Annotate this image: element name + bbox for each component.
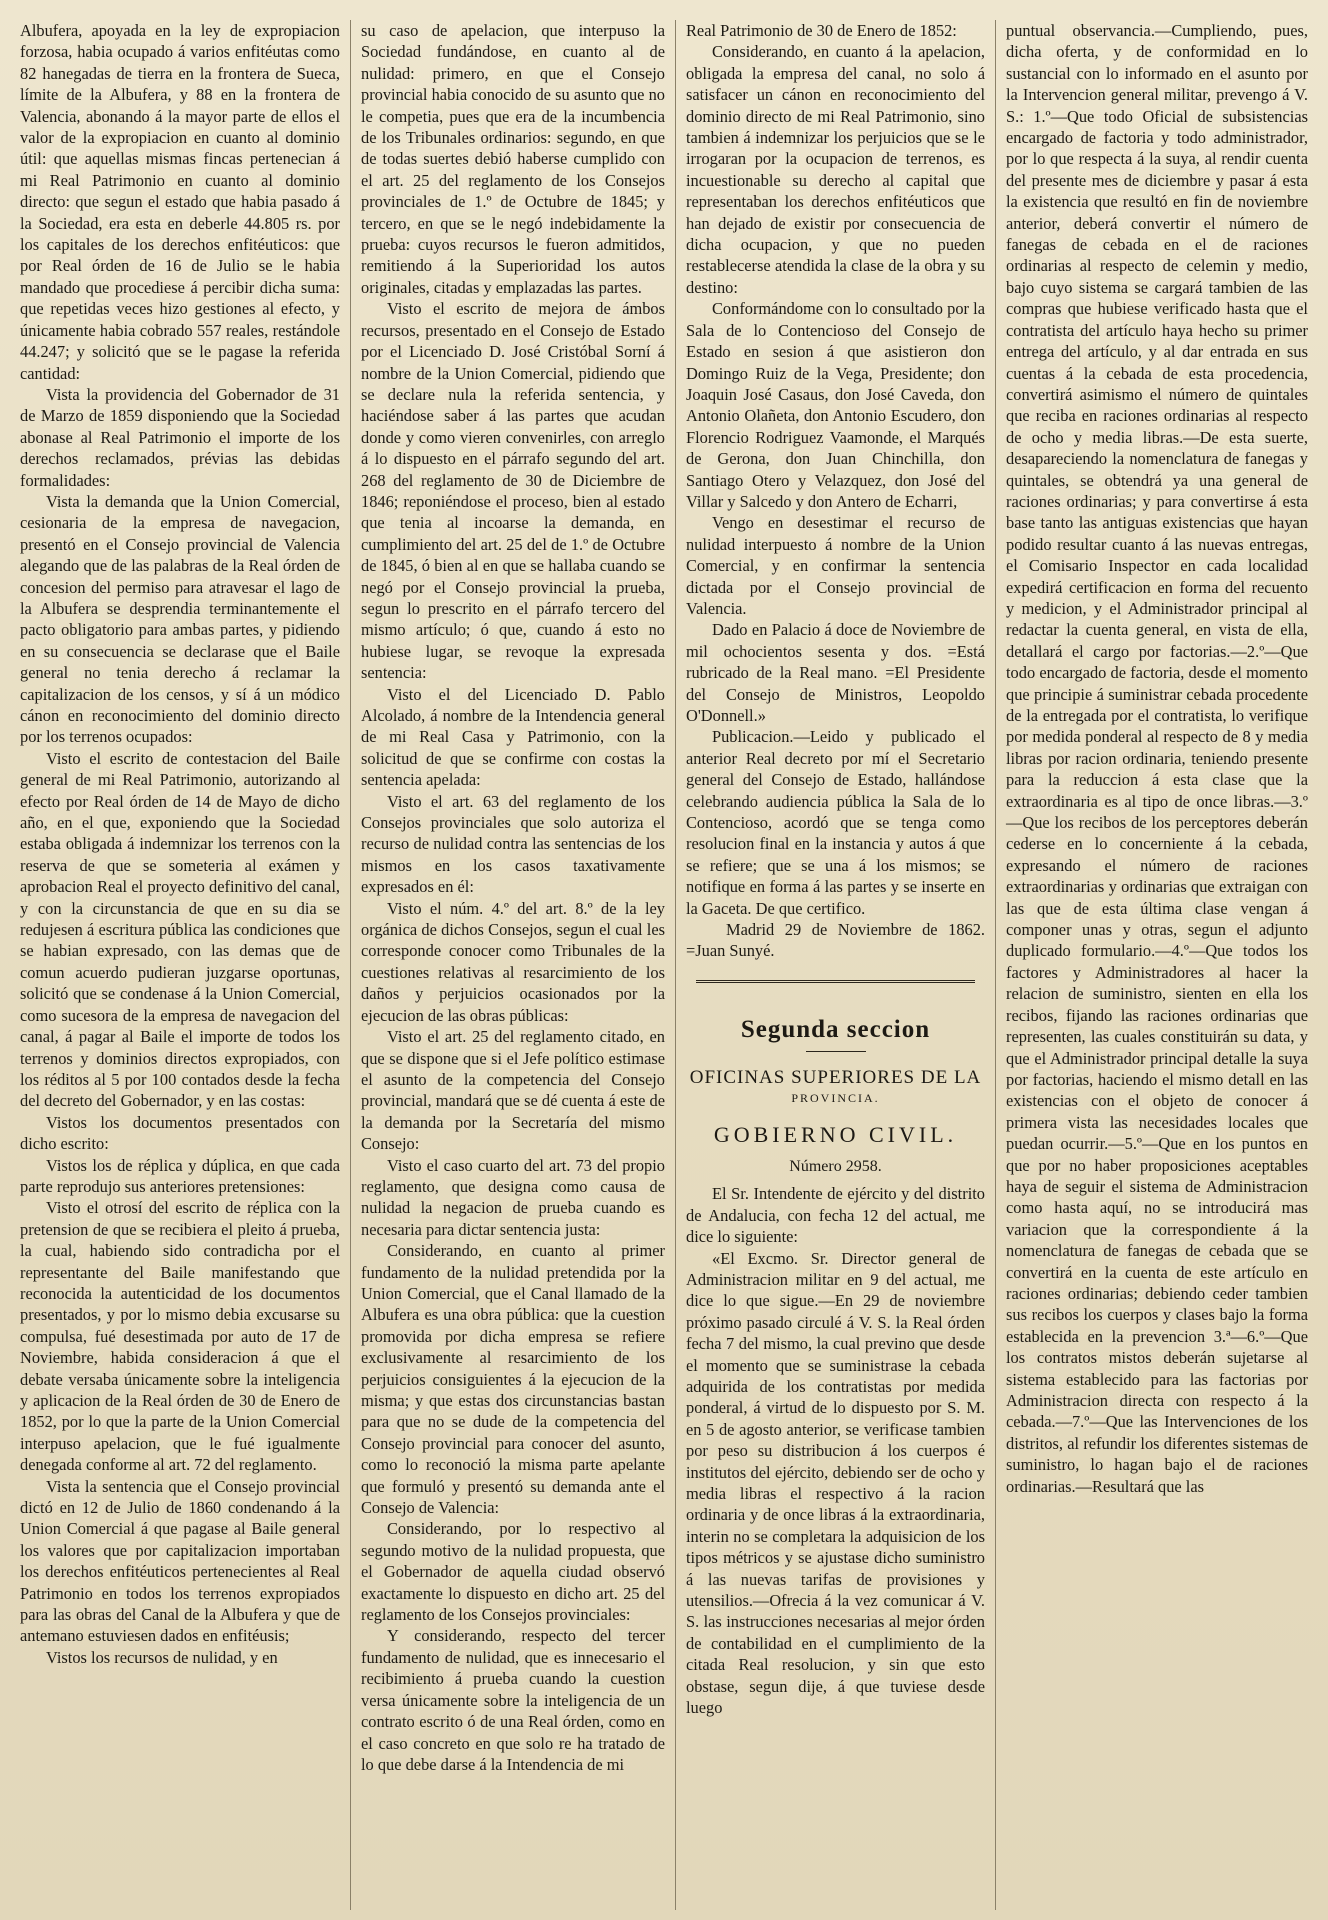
signature-line: Madrid 29 de Noviembre de 1862. =Juan Sunyé. <box>686 920 985 961</box>
paragraph: Vista la demanda que la Union Comercial, cesionaria de la empresa de navegacion, presentó en el Consejo provincial de Valencia alegando que de las palabras de la Real órden de concesion del permiso para atravesar el lago de la Albufera se desprendia terminantemente el pacto obligatorio para ambas partes, y pidiendo en su consecuencia se declarase que el Baile general no tenia derecho á reclamar la capitalizacion de los censos, y sí á un módico cánon en reconocimiento del dominio directo por los terrenos ocupados: <box>20 491 340 747</box>
section-title: Segunda seccion <box>740 1015 931 1043</box>
paragraph: Y considerando, respecto del tercer fundamento de nulidad, que es innecesario el recibimiento á prueba cuando la cuestion versa únicamente sobre la inteligencia de un contrato escrito ó de una Real órden, como en el caso concreto en que solo re ha tratado de lo que debe darse á la Intendencia de mi <box>361 1626 665 1774</box>
paragraph: Albufera, apoyada en la ley de expropiacion forzosa, habia ocupado á varios enfitéutas como 82 hanegadas de tierra en la frontera de Sueca, límite de la Albufera, y 88 en la frontera de Valencia, abonando á la mayor parte de ellos el valor de la expropiacion en cuanto al dominio útil: que aquellas mismas fincas pertenecian á mi Real Patrimonio en cuanto al dominio directo: que segun el estado que habia pasado á la Sociedad, era esta en deberle 44.805 rs. por los capitales de los derechos enfitéuticos: que por Real órden de 16 de Julio se le habia mandado que procediese á percibir dicha suma: que repetidas veces hizo gestiones al efecto, y únicamente habia cobrado 557 reales, restándole 44.247; y solicitó que se le pagase la referida cantidad: <box>20 21 340 383</box>
column-3 <box>675 20 995 1910</box>
paragraph: Vistos los recursos de nulidad, y en <box>46 1647 278 1667</box>
paragraph: Real Patrimonio de 30 de Enero de 1852: <box>686 21 957 40</box>
paragraph: Considerando, por lo respectivo al segundo motivo de la nulidad propuesta, que el Gobernador de aquella ciudad observó exactamente lo dispuesto en dicho art. 25 del reglamento de los Consejos provinciales: <box>361 1519 665 1625</box>
paragraph: Visto el art. 25 del reglamento citado, en que se dispone que si el Jefe político estimase el asunto de la competencia del Consejo provincial, mandará que se dé cuenta á este de la demanda por la Secretaría del mismo Consejo: <box>361 1027 665 1154</box>
paragraph: Visto el otrosí del escrito de réplica con la pretension de que se recibiera el pleito á prueba, la cual, habiendo sido contradicha por el representante del Baile manifestando que reconocida la autenticidad de los documentos presentados, y por lo mismo debia excusarse su compulsa, fué desestimada por auto de 17 de Noviembre, habida consideracion á que el debate versaba únicamente sobre la inteligencia y aplicacion de la Real órden de 30 de Enero de 1852, por lo que la parte de la Union Comercial interpuso apelacion, que le fué igualmente denegada conforme al art. 72 del reglamento. <box>20 1198 340 1475</box>
short-divider <box>806 1051 866 1052</box>
paragraph: El Sr. Intendente de ejército y del distrito de Andalucia, con fecha 12 del actual, me dice lo siguiente: <box>686 1184 985 1247</box>
paragraph: Dado en Palacio á doce de Noviembre de mil ochocientos sesenta y dos. =Está rubricado de la Real mano. =El Presidente del Consejo de Ministros, Leopoldo O'Donnell.» <box>686 620 985 725</box>
paragraph: puntual observancia.—Cumpliendo, pues, dicha oferta, y de conformidad en lo sustancial con lo informado en el asunto por la Intervencion general militar, prevengo á V. S.: 1.º—Que todo Oficial de subsistencias encargado de factoria y todo administrador, por lo que respecta á la suya, al rendir cuenta del presente mes de diciembre y pasar á esta la existencia que resultó en fin de noviembre anterior, deberá convertir el número de fanegas de cebada en el de raciones ordinarias al respecto de celemin y medio, bajo cuyo sistema se cargará tambien de las compras que hubiese verificado hasta que el contratista del artículo haya hecho su primer entrega del artículo, y al dar entrada en sus cuentas á la cebada de esta procedencia, convertirá asimismo el número de quintales que reciba en raciones ordinarias al respecto de ocho y media libras.—De esta suerte, desapareciendo la nomenclatura de fanegas y quintales, se obtendrá ya una general de raciones ordinarias; y para convertirse á esta base tanto las antiguas existencias que hayan podido resultar cuanto á las nuevas entregas, el Comisario Inspector en cada localidad expedirá certificacion en forma del recuento y medicion, y el Administrador principal al redactar la cuenta general, en vista de ella, detallará el cargo por factorias.—2.º—Que todo encargado de factoria, desde el momento que principie á suministrar cebada procedente de la entregada por el contratista, lo verifique por medida ponderal al respecto de 8 y media libras por racion ordinaria, teniendo presente para la reduccion á esta clase que la extraordinaria es al tipo de once libras.—3.º—Que los recibos de los perceptores deberán cederse en lo concerniente á la cebada, expresando el número de raciones extraordinarias y ordinarias que extraigan con las que de esta última clase vengan á componer unas y otras, segun el adjunto duplicado formulario.—4.º—Que todos los factores y Administradores al hacer la relacion de suministro, sienten en ella los recibos, fijando las raciones ordinarias que representen, las cuales constituirán su data, y que el Administrador principal detalle la suya por factorias, haciendo el mismo detall en las existencias con el objeto de conocer á primera vista las necesidades locales que puedan ocurrir.—5.º—Que en los puntos en que por no haber proposiciones aceptables haya de seguir el sistema de Administracion como hasta aquí, no se introducirá mas variacion que la correspondiente á la nomenclatura de fanegas de cebada que se convertirá en la cuenta de este artículo en raciones ordinarias; debiendo ceder tambien sus recibos los cuerpos y clases bajo la forma establecida en la prevencion 3.ª—6.º—Que los contratos mistos deberán sujetarse al sistema establecido para las factorias por Administracion directa con respecto á la cebada.—7.º—Que las Intervenciones de los distritos, al refundir los diferentes sistemas de suministro, lo hagan bajo el de raciones ordinarias.—Resultará que las <box>1006 21 1308 1496</box>
paragraph: «El Excmo. Sr. Director general de Administracion militar en 9 del actual, me dice lo que sigue.—En 29 de noviembre próximo pasado circulé á V. S. la Real órden fecha 7 del mismo, la cual previno que desde el momento que se suministrase la cebada adquirida de los contratistas por medida ponderal, á virtud de lo dispuesto por S. M. en 5 de agosto anterior, se verificase tambien por peso su distribucion á los cuerpos é institutos del ejército, debiendo ser de ocho y media libras el respectivo á la racion ordinaria y de once libras á la extraordinaria, interin no se completara la adquisicion de los tipos métricos y se ajustase dicho suministro á las nuevas tarifas de provisiones y utensilios.—Ofrecia á la vez comunicar á V. S. las instrucciones necesarias al mejor órden de contabilidad en el cumplimiento de la citada Real resolucion, y sin que esto obstase, segun dije, á que tuviese desde luego <box>686 1248 985 1718</box>
paragraph: Considerando, en cuanto á la apelacion, obligada la empresa del canal, no solo á satisfacer un cánon en reconocimiento del dominio directo de mi Real Patrimonio, sino tambien á indemnizar los perjuicios que se le irrogaran por la ocupacion de terrenos, es incuestionable su derecho al capital que representaban los derechos enfitéuticos que han dejado de existir por consecuencia de dicha ocupacion, y que no pueden restablecerse atendida la clase de la obra y su destino: <box>686 42 985 297</box>
paragraph: Vengo en desestimar el recurso de nulidad interpuesto á nombre de la Union Comercial, y en confirmar la sentencia dictada por el Consejo provincial de Valencia. <box>686 513 985 618</box>
paragraph: Publicacion.—Leido y publicado el anterior Real decreto por mí el Secretario general del Consejo de Estado, hallándose celebrando audiencia pública la Sala de lo Contencioso, acordó que se tenga como resolucion final en la instancia y autos á que se refiere; que se una á los mismos; se notifique en forma á las partes y se inserte en la Gaceta. De que certifico. <box>686 727 985 918</box>
paragraph: Visto el del Licenciado D. Pablo Alcolado, á nombre de la Intendencia general de mi Real Casa y Patrimonio, con la solicitud de que se confirme con costas la sentencia apelada: <box>361 684 665 790</box>
paragraph: su caso de apelacion, que interpuso la Sociedad fundándose, en cuanto al de nulidad: primero, en que el Consejo provincial habia conocido de su asunto que no le competia, pues que era de la incumbencia de los Tribunales ordinarios: segundo, en que de todas suertes debió haberse cumplido con el art. 25 del reglamento de los Consejos provinciales de 1.º de Octubre de 1845; y tercero, en que se le negó indebidamente la prueba: cuyos recursos le fueron admitidos, remitiendo á la Superioridad los autos originales, citadas y emplazadas las partes. <box>361 21 665 297</box>
paragraph: Vistos los de réplica y dúplica, en que cada parte reprodujo sus anteriores pretensiones: <box>20 1155 340 1196</box>
paragraph: Vista la providencia del Gobernador de 31 de Marzo de 1859 disponiendo que la Sociedad abonase al Real Patrimonio el importe de los derechos reclamados, prévias las debidas formalidades: <box>20 384 340 490</box>
paragraph: Considerando, en cuanto al primer fundamento de la nulidad pretendida por la Union Comercial, que el Canal llamado de la Albufera es una obra pública: que la cuestion promovida por dicha empresa se refiere exclusivamente al resarcimiento de los perjuicios consiguientes á la ejecucion de la misma; y que estas dos circunstancias bastan para que no se dude de la competencia del Consejo provincial para conocer del asunto, como lo reconoció la misma parte apelante que formuló y presentó su demanda ante el Consejo de Valencia: <box>361 1241 665 1518</box>
paragraph: Visto el art. 63 del reglamento de los Consejos provinciales que solo autoriza el recurso de nulidad contra las sentencias de los mismos en los casos taxativamente expresados en él: <box>361 791 665 897</box>
paragraph: Conformándome con lo consultado por la Sala de lo Contencioso del Consejo de Estado en sesion á que asistieron don Domingo Ruiz de la Vega, Presidente; don Joaquin José Casaus, don José Caveda, don Antonio Olañeta, don Antonio Escudero, don Florencio Rodriguez Vaamonde, el Marqués de Gerona, don Juan Chinchilla, don Santiago Otero y Velazquez, don José del Villar y Salcedo y don Antero de Echarri, <box>686 299 985 511</box>
paragraph: Visto el núm. 4.º del art. 8.º de la ley orgánica de dichos Consejos, segun el cual les corresponde conocer como Tribunales de la cuestiones relativas al resarcimiento de los daños y perjuicios ocasionados por la ejecucion de las obras públicas: <box>361 898 665 1025</box>
text-columns <box>10 20 1318 1910</box>
government-heading: GOBIERNO CIVIL. <box>713 1121 958 1147</box>
column-4 <box>995 20 1318 1910</box>
paragraph: Visto el caso cuarto del art. 73 del propio reglamento, que designa como causa de nulidad la negacion de prueba cuando es necesaria para dictar sentencia justa: <box>361 1155 665 1239</box>
paragraph: Vista la sentencia que el Consejo provincial dictó en 12 de Julio de 1860 condenando á la Union Comercial á que pagase al Baile general los valores que por capitalizacion importaban los derechos enfitéuticos pertenecientes al Real Patrimonio en todos los terrenos expropiados para las obras del Canal de la Albufera y que de antemano estuviesen dados en enfitéusis; <box>20 1476 340 1646</box>
decree-number: Número 2958. <box>789 1157 882 1175</box>
paragraph: Vistos los documentos presentados con dicho escrito: <box>20 1112 340 1154</box>
paragraph: Visto el escrito de contestacion del Baile general de mi Real Patrimonio, autorizando al efecto por Real órden de 14 de Mayo de dicho año, en el que, exponiendo que la Sociedad estaba obligada á indemnizar los terrenos con la reserva de que se someteria al exámen y aprobacion Real el proyecto definitivo del canal, y con la circunstancia de que en su dia se redujesen á escritura pública las condiciones que se habian expresado, con las demas que de comun acuerdo pudieran juzgarse oportunas, solicitó que se condenase á la Union Comercial, como sucesora de la empresa de navegacion del canal, á pagar al Baile el importe de todos los terrenos y dominios directos expropiados, con los réditos al 5 por 100 contados desde la fecha del decreto del Gobernador, y en las costas: <box>20 748 340 1111</box>
section-divider <box>696 980 975 983</box>
office-heading: OFICINAS SUPERIORES DE LA <box>689 1066 982 1088</box>
province-heading: PROVINCIA. <box>791 1090 880 1105</box>
column-1 <box>10 20 350 1910</box>
column-2 <box>350 20 675 1910</box>
paragraph: Visto el escrito de mejora de ámbos recursos, presentado en el Consejo de Estado por el Licenciado D. José Cristóbal Sorní á nombre de la Union Comercial, pidiendo que se declare nula la referida sentencia, y haciéndose saber á las partes que acudan donde y como vieren convenirles, con arreglo á lo dispuesto en el párrafo segundo del art. 268 del reglamento de 30 de Diciembre de 1846; reponiéndose el proceso, bien al estado que tenia al incoarse la demanda, en cumplimiento del art. 25 del de 1.º de Octubre de 1845, ó bien al en que se hallaba cuando se negó por el Consejo provincial la prueba, segun lo prescrito en el párrafo tercero del mismo artículo; ó que, cuando á esto no hubiese lugar, se revoque la expresada sentencia: <box>361 299 665 683</box>
